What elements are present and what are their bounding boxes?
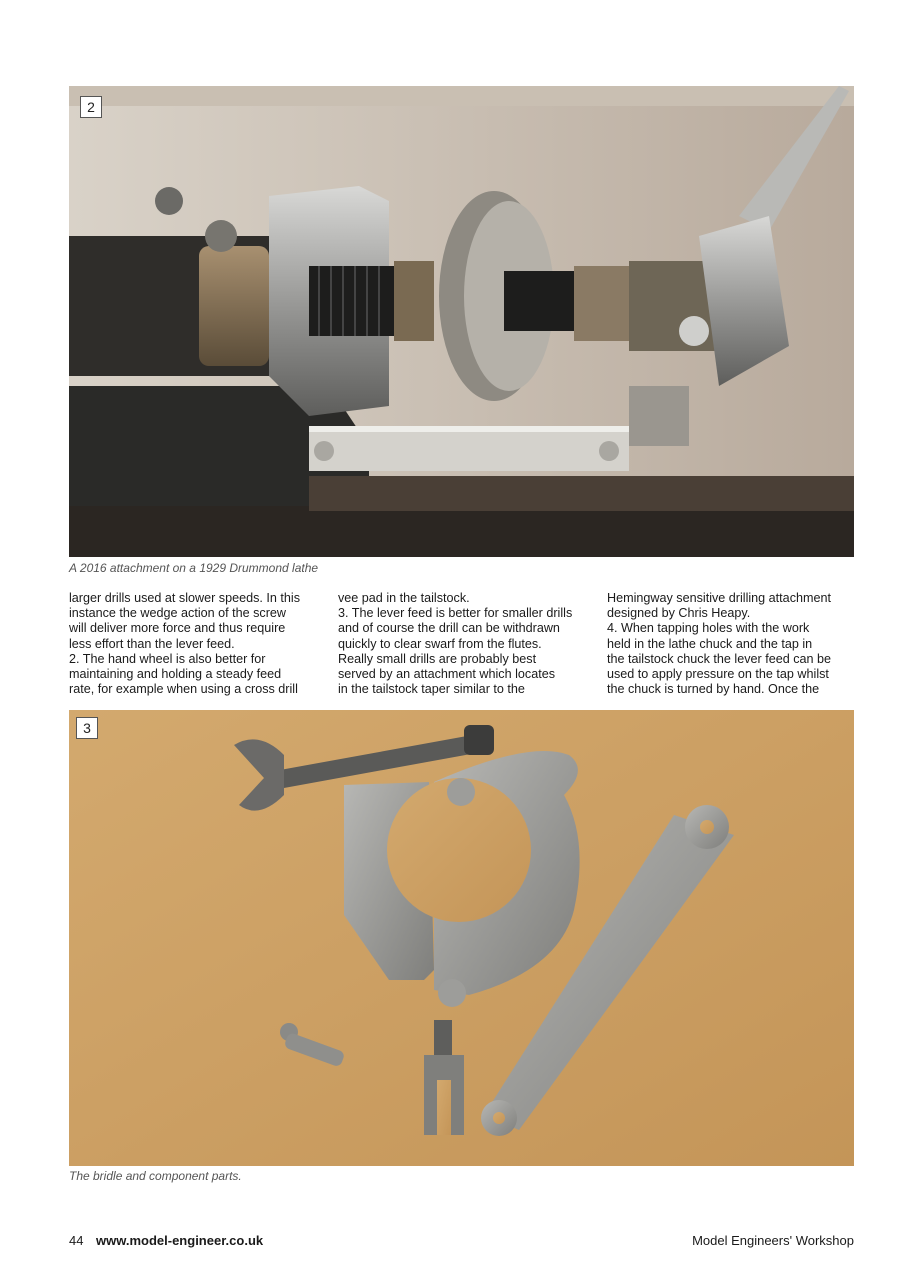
figure-3-caption: The bridle and component parts. bbox=[69, 1169, 242, 1183]
figure-2-photo bbox=[69, 86, 854, 557]
magazine-title: Model Engineers' Workshop bbox=[692, 1233, 854, 1248]
figure-2-caption: A 2016 attachment on a 1929 Drummond lathe bbox=[69, 561, 319, 575]
website-link[interactable]: www.model-engineer.co.uk bbox=[96, 1233, 264, 1248]
text-column-2: vee pad in the tailstock. 3. The lever feed is better for smaller drills and of course the drill can be withdrawn quickly to clear swarf from the flutes. Really small drills are probably best served by an attachment which locates in the tailstock taper similar to the bbox=[338, 591, 573, 697]
figure-3-photo bbox=[69, 710, 854, 1166]
figure-3-number: 3 bbox=[76, 717, 98, 739]
text-column-3: Hemingway sensitive drilling attachment designed by Chris Heapy. 4. When tapping holes with the work held in the lathe chuck and the tap in the tailstock chuck the lever feed can be used to apply pressure on the tap whilst the chuck is turned by hand. Once the bbox=[607, 591, 832, 697]
page-number: 44 bbox=[69, 1233, 84, 1248]
text-column-1: larger drills used at slower speeds. In this instance the wedge action of the screw will deliver more force and thus require less effort than the lever feed. 2. The hand wheel is also better for maintaining and holding a steady feed rate, for example when using a cross drill bbox=[69, 591, 300, 697]
figure-2-number: 2 bbox=[80, 96, 102, 118]
